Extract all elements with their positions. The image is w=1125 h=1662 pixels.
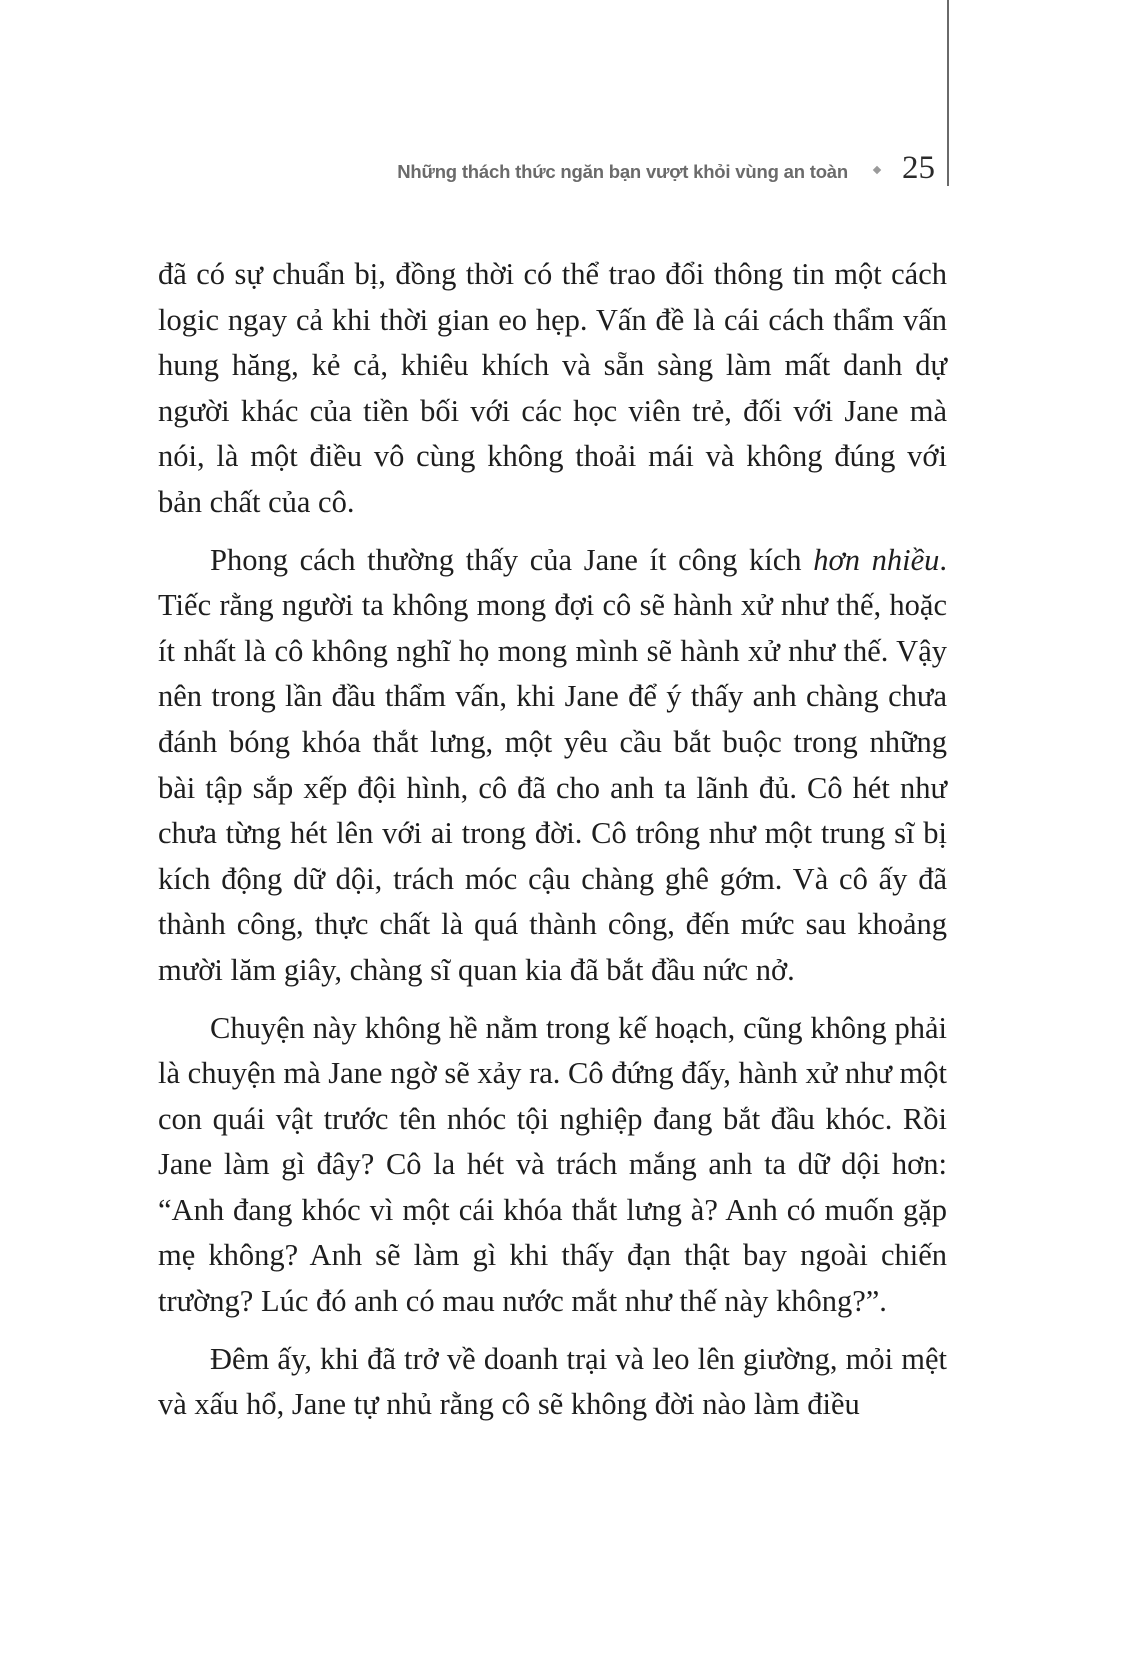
chapter-title: Những thách thức ngăn bạn vượt khỏi vùng an toàn [397, 161, 848, 182]
body-text [158, 252, 947, 1440]
running-head [397, 150, 935, 187]
emphasis-text: hơn nhiều [813, 542, 940, 577]
margin-rule [947, 0, 949, 186]
paragraph-4: Đêm ấy, khi đã trở về doanh trại và leo lên giường, mỏi mệt và xấu hổ, Jane tự nhủ rằng cô sẽ không đời nào làm điều [158, 1341, 947, 1422]
paragraph-2-rest: . Tiếc rằng người ta không mong đợi cô sẽ hành xử như thế, hoặc ít nhất là cô không nghĩ họ mong mình sẽ hành xử như thế. Vậy nên trong lần đầu thẩm vấn, khi Jane để ý thấy anh chàng chưa đánh bóng khóa thắt lưng, một yêu cầu bắt buộc trong những bài tập sắp xếp đội hình, cô đã cho anh ta lãnh đủ. Cô hét như chưa từng hét lên với ai trong đời. Cô trông như một trung sĩ bị kích động dữ dội, trách móc cậu chàng ghê gớm. Và cô ấy đã thành công, thực chất là quá thành công, đến mức sau khoảng mười lăm giây, chàng sĩ quan kia đã bắt đầu nức nở. [158, 542, 948, 987]
page-number: 25 [902, 150, 935, 186]
paragraph-1: đã có sự chuẩn bị, đồng thời có thể trao đổi thông tin một cách logic ngay cả khi thời gian eo hẹp. Vấn đề là cái cách thẩm vấn hung hăng, kẻ cả, khiêu khích và sẵn sàng làm mất danh dự người khác của tiền bối với các học viên trẻ, đối với Jane mà nói, là một điều vô cùng không thoải mái và không đúng với bản chất của cô. [158, 257, 947, 519]
paragraph-2-start: Phong cách thường thấy của Jane ít công kích [210, 542, 814, 577]
paragraph-2 [158, 538, 947, 994]
paragraph-3: Chuyện này không hề nằm trong kế hoạch, cũng không phải là chuyện mà Jane ngờ sẽ xảy ra. Cô đứng đấy, hành xử như một con quái vật trước tên nhóc tội nghiệp đang bắt đầu khóc. Rồi Jane làm gì đây? Cô la hét và trách mắng anh ta dữ dội hơn: “Anh đang khóc vì một cái khóa thắt lưng à? Anh có muốn gặp mẹ không? Anh sẽ làm gì khi thấy đạn thật bay ngoài chiến trường? Lúc đó anh có mau nước mắt như thế này không?”. [158, 1010, 947, 1319]
diamond-bullet-icon [873, 166, 881, 174]
